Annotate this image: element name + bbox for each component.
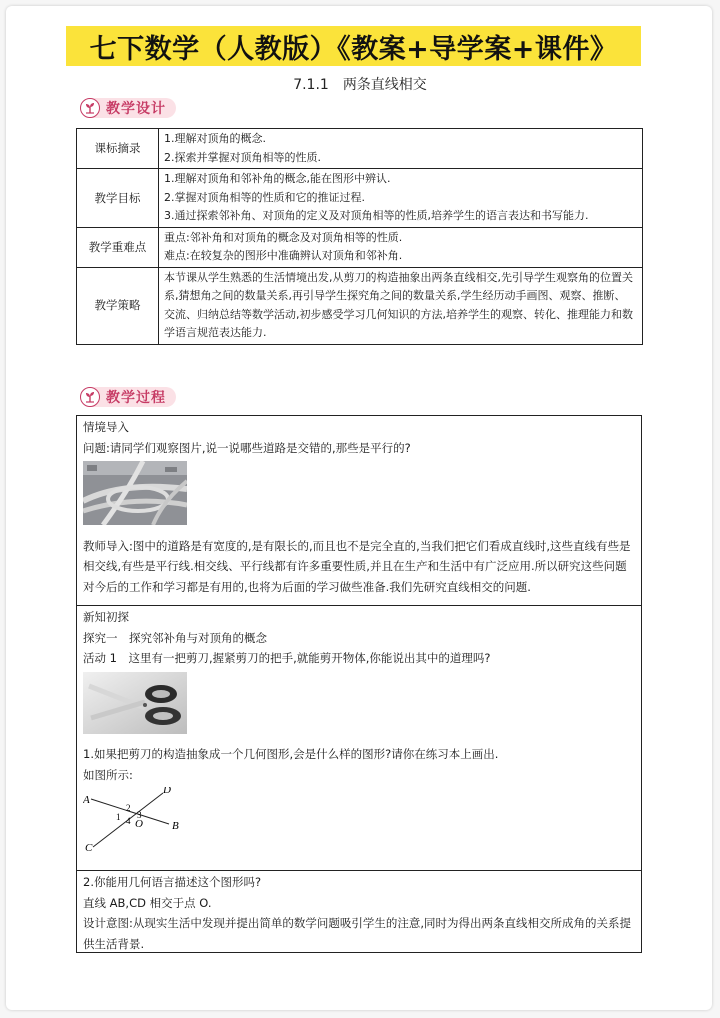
row-label: 教学重难点 [77, 227, 159, 267]
section-heading [0, 74, 720, 94]
intersecting-lines-figure [83, 787, 635, 860]
label-b: B [172, 820, 179, 832]
row-content [159, 227, 643, 267]
content-line: 3.通过探索邻补角、对顶角的定义及对顶角相等的性质,培养学生的语言表达和书写能力. [164, 209, 589, 222]
angle-1: 1 [116, 812, 121, 822]
new-knowledge-section [76, 605, 642, 871]
content-line: 本节课从学生熟悉的生活情境出发,从剪刀的构造抽象出两条直线相交,先引导学生观察角的位置关系,猜想角之间的数量关系,再引导学生探究角之间的数量关系,学生经历动手画图、观察、推断、交流、归纳总结等数学活动,初步感受学习几何知识的方法,培养学生的观察、转化、推理能力和数学语言规范表达能力. [164, 270, 633, 339]
design-intent: 设计意图:从现实生活中发现并提出简单的数学问题吸引学生的注意,同时为得出两条直线相交所成角的关系提供生活背景. [83, 916, 632, 951]
question-1: 1.如果把剪刀的构造抽象成一个几何图形,会是什么样的图形?请你在练习本上画出. [83, 747, 499, 761]
seedling-icon [80, 387, 100, 407]
teacher-intro: 教师导入:图中的道路是有宽度的,是有限长的,而且也不是完全直的,当我们把它们看成直线时,这些直线有些是相交线,有些是平行线.相交线、平行线都有许多重要性质,并且在生产和生活中有广泛应用.所以研究这些问题对今后的工作和学习都是有用的,也将为后面的学习做些准备.我们先研究直线相交的问题. [83, 538, 631, 594]
label-d: D [163, 787, 171, 796]
teaching-process-badge [80, 386, 176, 408]
section-title: 两条直线相交 [342, 77, 427, 93]
content-line: 2.探索并掌握对顶角相等的性质. [164, 150, 321, 164]
row-label: 教学策略 [77, 267, 159, 344]
content-line: 1.理解对顶角的概念. [164, 132, 266, 145]
label-a: A [83, 794, 90, 806]
teaching-design-table [76, 128, 643, 345]
teaching-process-heading: 教学过程 [92, 387, 176, 407]
intro-title: 情境导入 [83, 420, 129, 434]
document-title: 七下数学（人教版）《教案+导学案+课件》 [89, 33, 618, 65]
title-banner [66, 26, 641, 66]
table-row [77, 129, 643, 169]
section-number: 7.1.1 [293, 77, 329, 93]
row-content [159, 169, 643, 228]
teaching-design-heading: 教学设计 [92, 98, 176, 118]
activity-text: 活动 1 这里有一把剪刀,握紧剪刀的把手,就能剪开物体,你能说出其中的道理吗? [83, 651, 491, 665]
table-row [77, 267, 643, 344]
new-title: 新知初探 [83, 610, 129, 624]
table-row [77, 227, 643, 267]
row-content [159, 129, 643, 169]
as-shown-text: 如图所示: [83, 767, 133, 782]
angle-4: 4 [126, 816, 131, 826]
label-o: O [135, 818, 143, 830]
content-line: 难点:在较复杂的图形中准确辨认对顶角和邻补角. [164, 249, 403, 262]
explore-heading: 探究一 探究邻补角与对顶角的概念 [83, 630, 267, 645]
row-label: 教学目标 [77, 169, 159, 228]
teaching-design-badge [80, 97, 176, 119]
scissors-photo [83, 672, 635, 741]
geometry-description-section [76, 870, 642, 953]
angle-2: 2 [126, 803, 131, 813]
angle-3: 3 [137, 810, 142, 820]
seedling-icon [80, 98, 100, 118]
label-c: C [85, 842, 93, 853]
content-line: 重点:邻补角和对顶角的概念及对顶角相等的性质. [164, 230, 403, 244]
road-interchange-photo [83, 461, 635, 532]
intro-section [76, 415, 642, 606]
row-content [159, 267, 643, 344]
table-row [77, 169, 643, 228]
intro-question: 问题:请同学们观察图片,说一说哪些道路是交错的,那些是平行的? [83, 440, 411, 455]
row-label: 课标摘录 [77, 129, 159, 169]
answer-text: 直线 AB,CD 相交于点 O. [83, 895, 212, 910]
content-line: 1.理解对顶角和邻补角的概念,能在图形中辨认. [164, 172, 391, 185]
content-line: 2.掌握对顶角相等的性质和它的推证过程. [164, 190, 365, 204]
question-2: 2.你能用几何语言描述这个图形吗? [83, 875, 262, 889]
